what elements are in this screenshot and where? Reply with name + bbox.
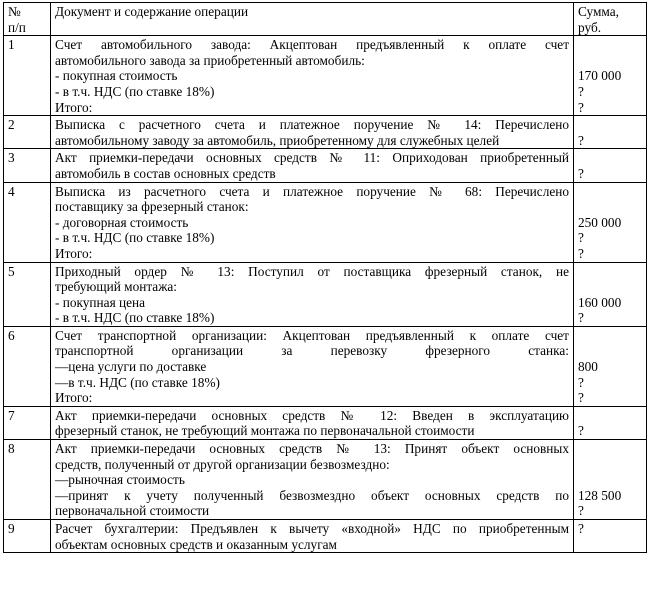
description-line: Счет транспортной организации: Акцептован предъявленный к оплате счет [55,327,569,343]
sum-value [578,472,642,488]
header-sum [574,3,647,36]
description-line: автомобильному заводу за автомобиль, приобретенному для служебных целей [55,132,500,148]
sum-value [578,328,642,344]
sum-value: 160 000 [578,294,622,310]
row-number: 7 [4,406,51,439]
operation-description [51,520,574,553]
sum-value [578,264,642,280]
sum-cell [574,36,647,116]
sum-value: 800 [578,359,598,375]
description-line: Расчет бухгалтерии: Предъявлен к вычету «входной» НДС по приобретенным [55,521,569,536]
description-line: - в т.ч. НДС (по ставке 18%) [55,230,215,246]
operation-description [51,406,574,439]
description-line: —принят к учету полученный безвозмездно объект основных средств по [55,487,569,503]
row-number: 6 [4,326,51,406]
description-line: - покупная цена [55,294,146,310]
description-line: —в т.ч. НДС (по ставке 18%) [55,374,220,390]
sum-cell [574,262,647,326]
operation-description [51,149,574,182]
sum-cell [574,406,647,439]
sum-value [578,343,642,359]
row-number: 9 [4,520,51,553]
operation-description [51,440,574,520]
description-line: - покупная стоимость [55,68,178,84]
header-document [51,3,574,36]
sum-value [578,457,642,473]
sum-cell [574,149,647,182]
sum-value: ? [578,521,584,536]
description-line: автомобиль в состав основных средств [55,165,276,181]
description-line: поставщику за фрезерный станок: [55,199,249,215]
sum-cell [574,520,647,553]
description-line: объектам основных средств и оказанным услугам [55,536,337,552]
table-body [4,36,647,553]
sum-value [578,199,642,215]
operation-description [51,262,574,326]
description-line: Акт приемки-передачи основных средств № 12: Введен в эксплуатацию [55,407,569,423]
row-number: 5 [4,262,51,326]
sum-value [578,37,642,53]
header-number-line: п/п [8,19,26,35]
description-line: - в т.ч. НДС (по ставке 18%) [55,310,215,326]
sum-value: 170 000 [578,68,622,84]
sum-value: ? [578,83,584,99]
description-line: Итого: [55,245,93,261]
sum-cell [574,116,647,149]
row-number: 4 [4,182,51,262]
sum-value: ? [578,132,584,148]
description-line: требующий монтажа: [55,279,177,295]
description-line: первоначальной стоимости [55,503,210,519]
description-line: Акт приемки-передачи основных средств № 13: Принят объект основных [55,441,569,457]
description-line: Акт приемки-передачи основных средств № 11: Оприходован приобретенный [55,150,569,166]
header-document-label: Документ и содержание операции [55,4,249,19]
sum-value: ? [578,310,584,326]
table-row [4,116,647,149]
description-line: - в т.ч. НДС (по ставке 18%) [55,83,215,99]
header-number [4,3,51,36]
table-row [4,262,647,326]
description-line: средств, полученный от другой организации безвозмездно: [55,456,390,472]
table-row [4,36,647,116]
operation-description [51,116,574,149]
sum-value: ? [578,230,584,246]
description-line: Выписка с расчетного счета и платежное поручение № 14: Перечислено [55,117,569,133]
operation-description [51,36,574,116]
operation-description [51,326,574,406]
sum-value: ? [578,374,584,390]
sum-cell [574,440,647,520]
description-line: Выписка из расчетного счета и платежное поручение № 68: Перечислено [55,183,569,199]
sum-cell [574,182,647,262]
sum-value: ? [578,503,584,519]
sum-value [578,408,642,424]
description-line: Приходный ордер № 13: Поступил от поставщика фрезерный станок, не [55,263,569,279]
header-row [4,3,647,36]
row-number: 8 [4,440,51,520]
table-row [4,149,647,182]
sum-value: ? [578,390,584,406]
header-sum-line: руб. [578,19,602,35]
table-row [4,440,647,520]
description-line: Итого: [55,99,93,115]
description-line: Итого: [55,390,93,406]
sum-value [578,279,642,295]
sum-value: 250 000 [578,214,622,230]
sum-value [578,441,642,457]
description-line: - договорная стоимость [55,214,189,230]
sum-value [578,117,642,133]
sum-value: ? [578,423,584,439]
operations-table [3,2,647,553]
description-line: —рыночная стоимость [55,472,185,488]
row-number: 1 [4,36,51,116]
table-row [4,182,647,262]
table-row [4,406,647,439]
table-row [4,520,647,553]
sum-value: 128 500 [578,487,622,503]
description-line: —цена услуги по доставке [55,359,207,375]
sum-value [578,150,642,166]
description-line: фрезерный станок, не требующий монтажа по первоначальной стоимости [55,423,475,439]
description-line: транспортной организации за перевозку фрезерного станка: [55,343,569,359]
table-row [4,326,647,406]
sum-cell [574,326,647,406]
description-line: автомобильного завода за приобретенный автомобиль: [55,52,365,68]
header-number-line: № [8,4,21,19]
sum-value [578,537,642,553]
row-number: 3 [4,149,51,182]
sum-value: ? [578,165,584,181]
header-sum-line: Сумма, [578,4,619,19]
row-number: 2 [4,116,51,149]
description-line: Счет автомобильного завода: Акцептован предъявленный к оплате счет [55,37,569,53]
sum-value: ? [578,99,584,115]
sum-value: ? [578,245,584,261]
sum-value [578,53,642,69]
operation-description [51,182,574,262]
sum-value [578,184,642,200]
